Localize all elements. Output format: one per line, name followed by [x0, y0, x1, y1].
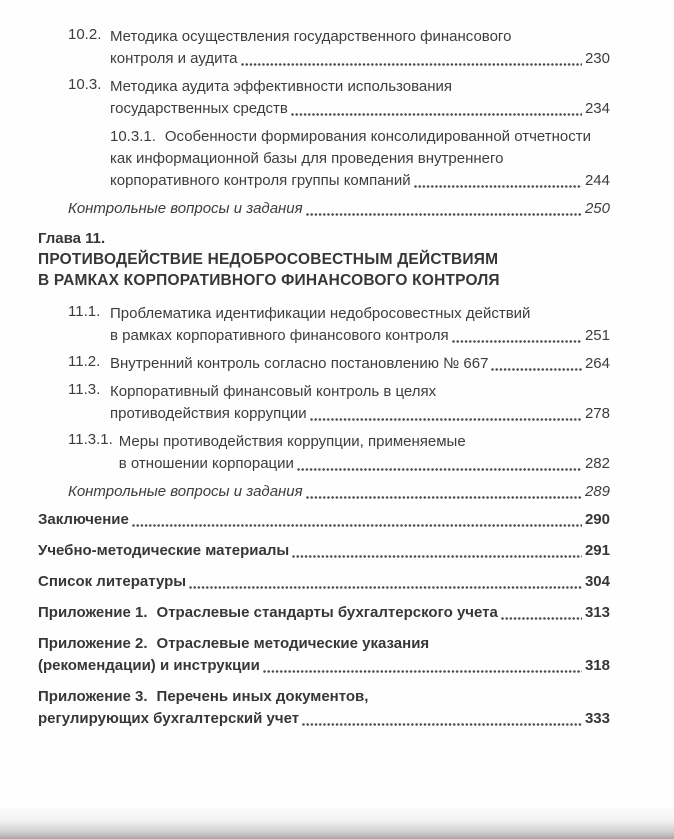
dot-leader — [491, 368, 582, 371]
entry-last-line — [38, 540, 610, 562]
dot-leader — [132, 524, 582, 527]
entry-number: Приложение 1. — [38, 604, 148, 621]
entry-body — [110, 303, 610, 347]
dot-leader — [414, 185, 582, 188]
dot-leader — [263, 670, 582, 673]
toc-entry-11-3 — [68, 381, 610, 425]
dot-leader — [189, 586, 582, 589]
toc-entry-materials — [38, 540, 610, 562]
page-number: 333 — [584, 710, 610, 727]
entry-last-line — [110, 98, 610, 120]
entry-line — [110, 126, 610, 148]
entry-number: Приложение 2. — [38, 635, 148, 652]
toc-entry-11-2 — [68, 353, 610, 375]
dot-leader — [452, 340, 582, 343]
entry-last-line — [110, 403, 610, 425]
entry-number: 11.3. — [68, 381, 101, 398]
toc-entry-appendix-3 — [38, 686, 610, 730]
entry-last-line — [38, 509, 610, 531]
dot-leader — [310, 418, 582, 421]
dot-leader — [306, 496, 582, 499]
entry-number: 11.2. — [68, 353, 101, 370]
entry-body — [119, 431, 610, 475]
entry-line: регулирующих бухгалтерский учет — [38, 710, 300, 727]
page-number: 264 — [584, 355, 610, 372]
entry-text: Перечень иных документов, — [156, 688, 369, 705]
toc-entry-11-1 — [68, 303, 610, 347]
entry-body — [110, 26, 610, 70]
entry-line: Контрольные вопросы и задания — [68, 200, 303, 217]
entry-line: в рамках корпоративного финансового контроля — [110, 327, 449, 344]
entry-line: Контрольные вопросы и задания — [68, 483, 303, 500]
entry-last-line — [110, 353, 610, 375]
entry-line: Внутренний контроль согласно постановлению № 667 — [110, 355, 489, 372]
dot-leader — [306, 213, 582, 216]
entry-number: 10.3. — [68, 76, 102, 93]
page-bottom-edge — [0, 805, 674, 839]
toc-entry-10-2 — [68, 26, 610, 70]
page-number: 234 — [584, 100, 610, 117]
chapter-number: Глава 11. — [38, 230, 106, 247]
toc-entry-appendix-1 — [38, 602, 610, 624]
entry-text: Особенности формирования консолидированной отчетности — [164, 128, 592, 145]
toc-entry-questions-10 — [68, 198, 610, 220]
page-number: 290 — [584, 511, 610, 528]
toc-entry-10-3 — [68, 76, 610, 120]
entry-line: контроля и аудита — [110, 50, 238, 67]
page-number: 278 — [584, 405, 610, 422]
page-number: 289 — [584, 483, 610, 500]
chapter-title-line: В РАМКАХ КОРПОРАТИВНОГО ФИНАНСОВОГО КОНТРОЛЯ — [38, 272, 500, 289]
entry-last-line — [68, 198, 610, 220]
entry-number: 10.2. — [68, 26, 102, 43]
entry-line: Методика осуществления государственного финансового — [110, 28, 512, 45]
entry-line: Список литературы — [38, 573, 187, 590]
entry-number: 11.1. — [68, 303, 101, 320]
entry-last-line — [68, 481, 610, 503]
entry-line — [38, 686, 610, 708]
page-number: 318 — [584, 657, 610, 674]
entry-line: Меры противодействия коррупции, применяемые — [118, 433, 466, 450]
entry-line: государственных средств — [110, 100, 288, 117]
entry-line: Проблематика идентификации недобросовестных действий — [110, 305, 531, 322]
page-number: 230 — [584, 50, 610, 67]
entry-line: в отношении корпорации — [118, 455, 294, 472]
entry-last-line — [110, 170, 610, 192]
chapter-11-heading — [38, 228, 610, 291]
entry-last-line — [110, 48, 610, 70]
entry-last-line — [38, 655, 610, 677]
entry-last-line — [110, 325, 610, 347]
entry-body — [110, 76, 610, 120]
dot-leader — [501, 617, 582, 620]
page-number: 251 — [584, 327, 610, 344]
entry-number: Приложение 3. — [38, 688, 148, 705]
dot-leader — [302, 723, 582, 726]
dot-leader — [291, 113, 582, 116]
entry-line: Корпоративный финансовый контроль в целях — [110, 383, 437, 400]
toc-entry-appendix-2 — [38, 633, 610, 677]
page-number: 313 — [584, 604, 610, 621]
entry-text: Отраслевые методические указания — [156, 635, 430, 652]
entry-body — [110, 353, 610, 375]
entry-last-line — [38, 602, 610, 624]
entry-last-line — [38, 571, 610, 593]
entry-line: Методика аудита эффективности использования — [110, 78, 453, 95]
dot-leader — [292, 555, 582, 558]
page-number: 250 — [584, 200, 610, 217]
toc-entry-conclusion — [38, 509, 610, 531]
entry-number: 11.3.1. — [68, 431, 113, 448]
entry-body — [110, 381, 610, 425]
entry-line: (рекомендации) и инструкции — [38, 657, 260, 674]
entry-line: Учебно-методические материалы — [38, 542, 290, 559]
toc-entry-11-3-1 — [68, 431, 610, 475]
entry-line: корпоративного контроля группы компаний — [110, 172, 411, 189]
chapter-title-line: ПРОТИВОДЕЙСТВИЕ НЕДОБРОСОВЕСТНЫМ ДЕЙСТВИЯМ — [38, 251, 499, 268]
entry-last-line — [38, 708, 610, 730]
entry-line: как информационной базы для проведения внутреннего — [110, 150, 504, 167]
dot-leader — [241, 63, 582, 66]
entry-line — [38, 602, 498, 624]
page-number: 244 — [584, 172, 610, 189]
entry-last-line — [119, 453, 610, 475]
toc-entry-literature — [38, 571, 610, 593]
entry-text: Отраслевые стандарты бухгалтерского учета — [156, 604, 498, 621]
toc-entry-10-3-1 — [110, 126, 610, 192]
page-number: 304 — [584, 573, 610, 590]
entry-number: 10.3.1. — [110, 128, 156, 145]
page-number: 282 — [584, 455, 610, 472]
entry-line: противодействия коррупции — [110, 405, 307, 422]
toc-entry-questions-11 — [68, 481, 610, 503]
entry-line — [38, 633, 610, 655]
entry-line: Заключение — [38, 511, 129, 528]
page-number: 291 — [584, 542, 610, 559]
dot-leader — [297, 468, 582, 471]
